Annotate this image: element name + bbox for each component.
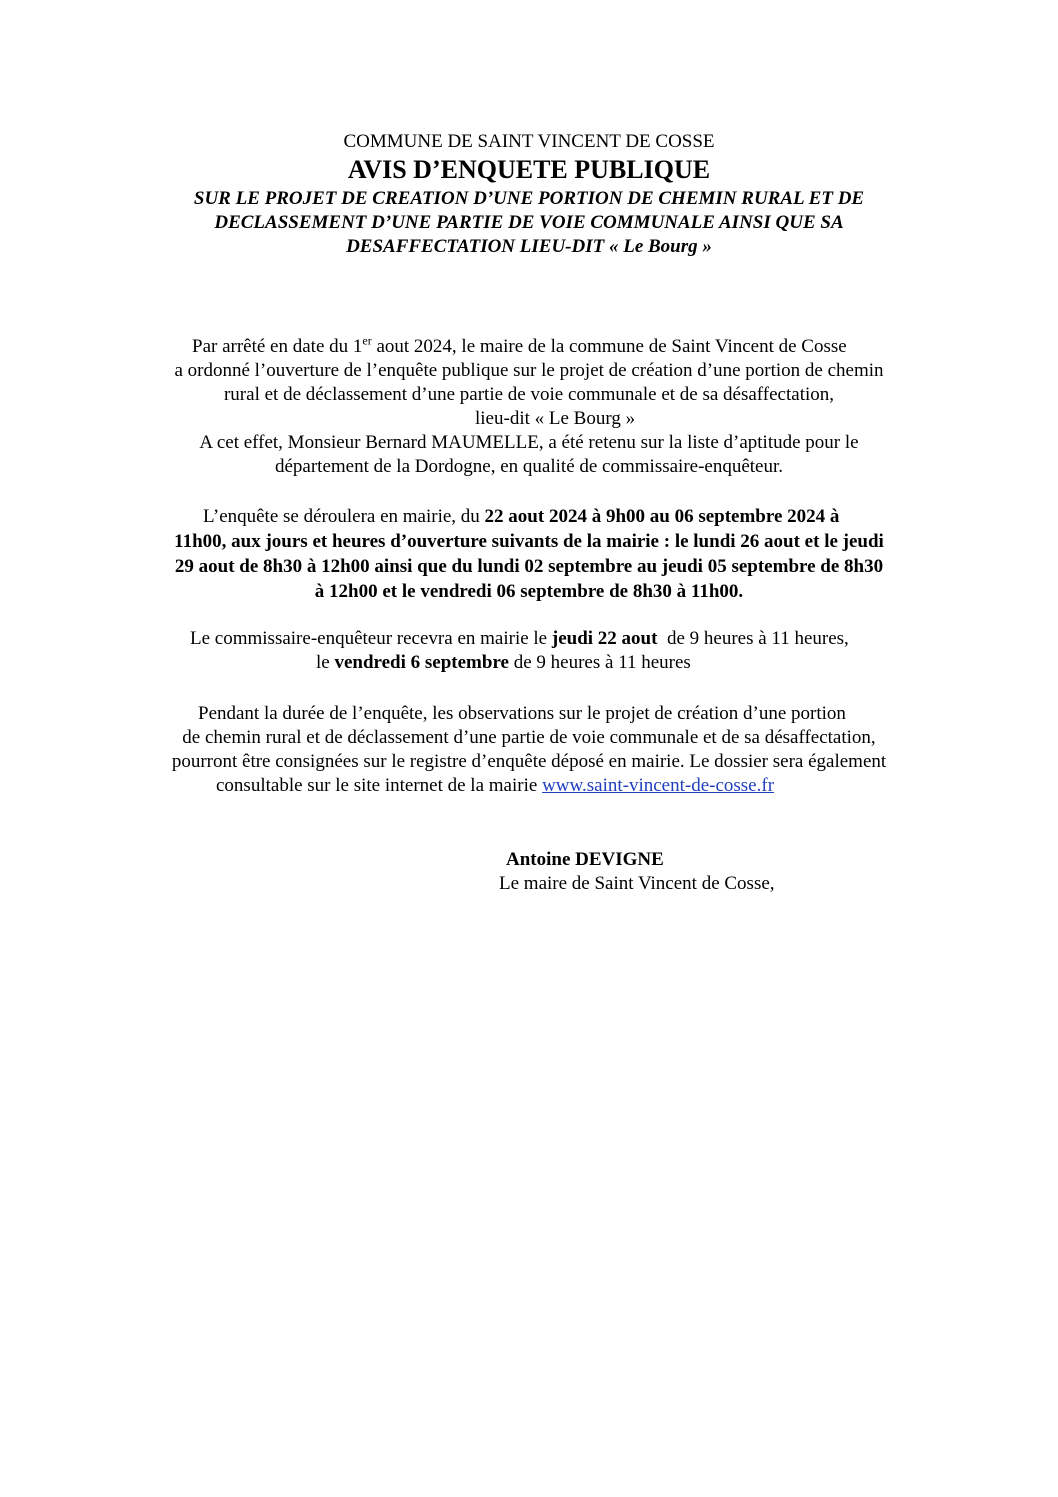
signatory-role: Le maire de Saint Vincent de Cosse, [499, 873, 775, 894]
paragraph3-date: jeudi 22 aout [551, 628, 658, 649]
subtitle-line-1: SUR LE PROJET DE CREATION D’UNE PORTION DE CHEMIN RURAL ET DE [193, 188, 865, 209]
paragraph3-text: le [316, 652, 335, 673]
subtitle-line-2: DECLASSEMENT D’UNE PARTIE DE VOIE COMMUNALE AINSI QUE SA [214, 212, 844, 233]
paragraph3-text: Le commissaire-enquêteur recevra en mairie le [190, 628, 552, 649]
paragraph1-text: aout 2024, le maire de la commune de Saint Vincent de Cosse [371, 336, 847, 357]
paragraph2-dates: 22 aout 2024 à 9h00 au 06 septembre 2024 à [484, 506, 840, 527]
paragraph1-text: Par arrêté en date du 1 [192, 336, 363, 357]
paragraph3-text: de 9 heures à 11 heures [508, 652, 691, 673]
paragraph4-line-3: pourront être consignées sur le registre d’enquête déposé en mairie. Le dossier sera également [171, 751, 887, 772]
paragraph1-line-1 [192, 335, 847, 359]
paragraph3-line-2 [316, 651, 691, 675]
paragraph3-text: de 9 heures à 11 heures, [657, 628, 849, 649]
paragraph4-line-4 [216, 774, 774, 798]
paragraph1-line-3: rural et de déclassement d’une partie de voie communale et de sa désaffectation, [223, 384, 835, 405]
paragraph1-line-6: département de la Dordogne, en qualité de commissaire-enquêteur. [274, 456, 784, 477]
paragraph1-line-2: a ordonné l’ouverture de l’enquête publique sur le projet de création d’une portion de chemin [174, 360, 884, 381]
commune-heading: COMMUNE DE SAINT VINCENT DE COSSE [343, 131, 715, 152]
paragraph2-text: L’enquête se déroulera en mairie, du [203, 506, 485, 527]
website-link[interactable]: www.saint-vincent-de-cosse.fr [542, 775, 775, 796]
paragraph4-line-2: de chemin rural et de déclassement d’une partie de voie communale et de sa désaffectation, [182, 727, 876, 748]
paragraph1-line-5: A cet effet, Monsieur Bernard MAUMELLE, a été retenu sur la liste d’aptitude pour le [199, 432, 859, 453]
paragraph2-line-4: à 12h00 et le vendredi 06 septembre de 8h30 à 11h00. [314, 581, 744, 602]
paragraph4-text: consultable sur le site internet de la mairie [216, 775, 543, 796]
page-title: AVIS D’ENQUETE PUBLIQUE [347, 155, 711, 184]
paragraph3-line-1 [190, 627, 849, 651]
paragraph3-date: vendredi 6 septembre [334, 652, 509, 673]
ordinal-superscript: er [362, 333, 372, 348]
signatory-name: Antoine DEVIGNE [506, 849, 664, 870]
paragraph2-line-1 [203, 505, 839, 529]
subtitle-line-3: DESAFFECTATION LIEU-DIT « Le Bourg » [346, 236, 712, 257]
paragraph2-line-2: 11h00, aux jours et heures d’ouverture suivants de la mairie : le lundi 26 aout et le jeudi [174, 531, 884, 552]
paragraph2-line-3: 29 aout de 8h30 à 12h00 ainsi que du lundi 02 septembre au jeudi 05 septembre de 8h30 [174, 556, 884, 577]
paragraph4-line-1: Pendant la durée de l’enquête, les observations sur le projet de création d’une portion [198, 703, 846, 724]
paragraph1-line-4: lieu-dit « Le Bourg » [475, 408, 636, 429]
